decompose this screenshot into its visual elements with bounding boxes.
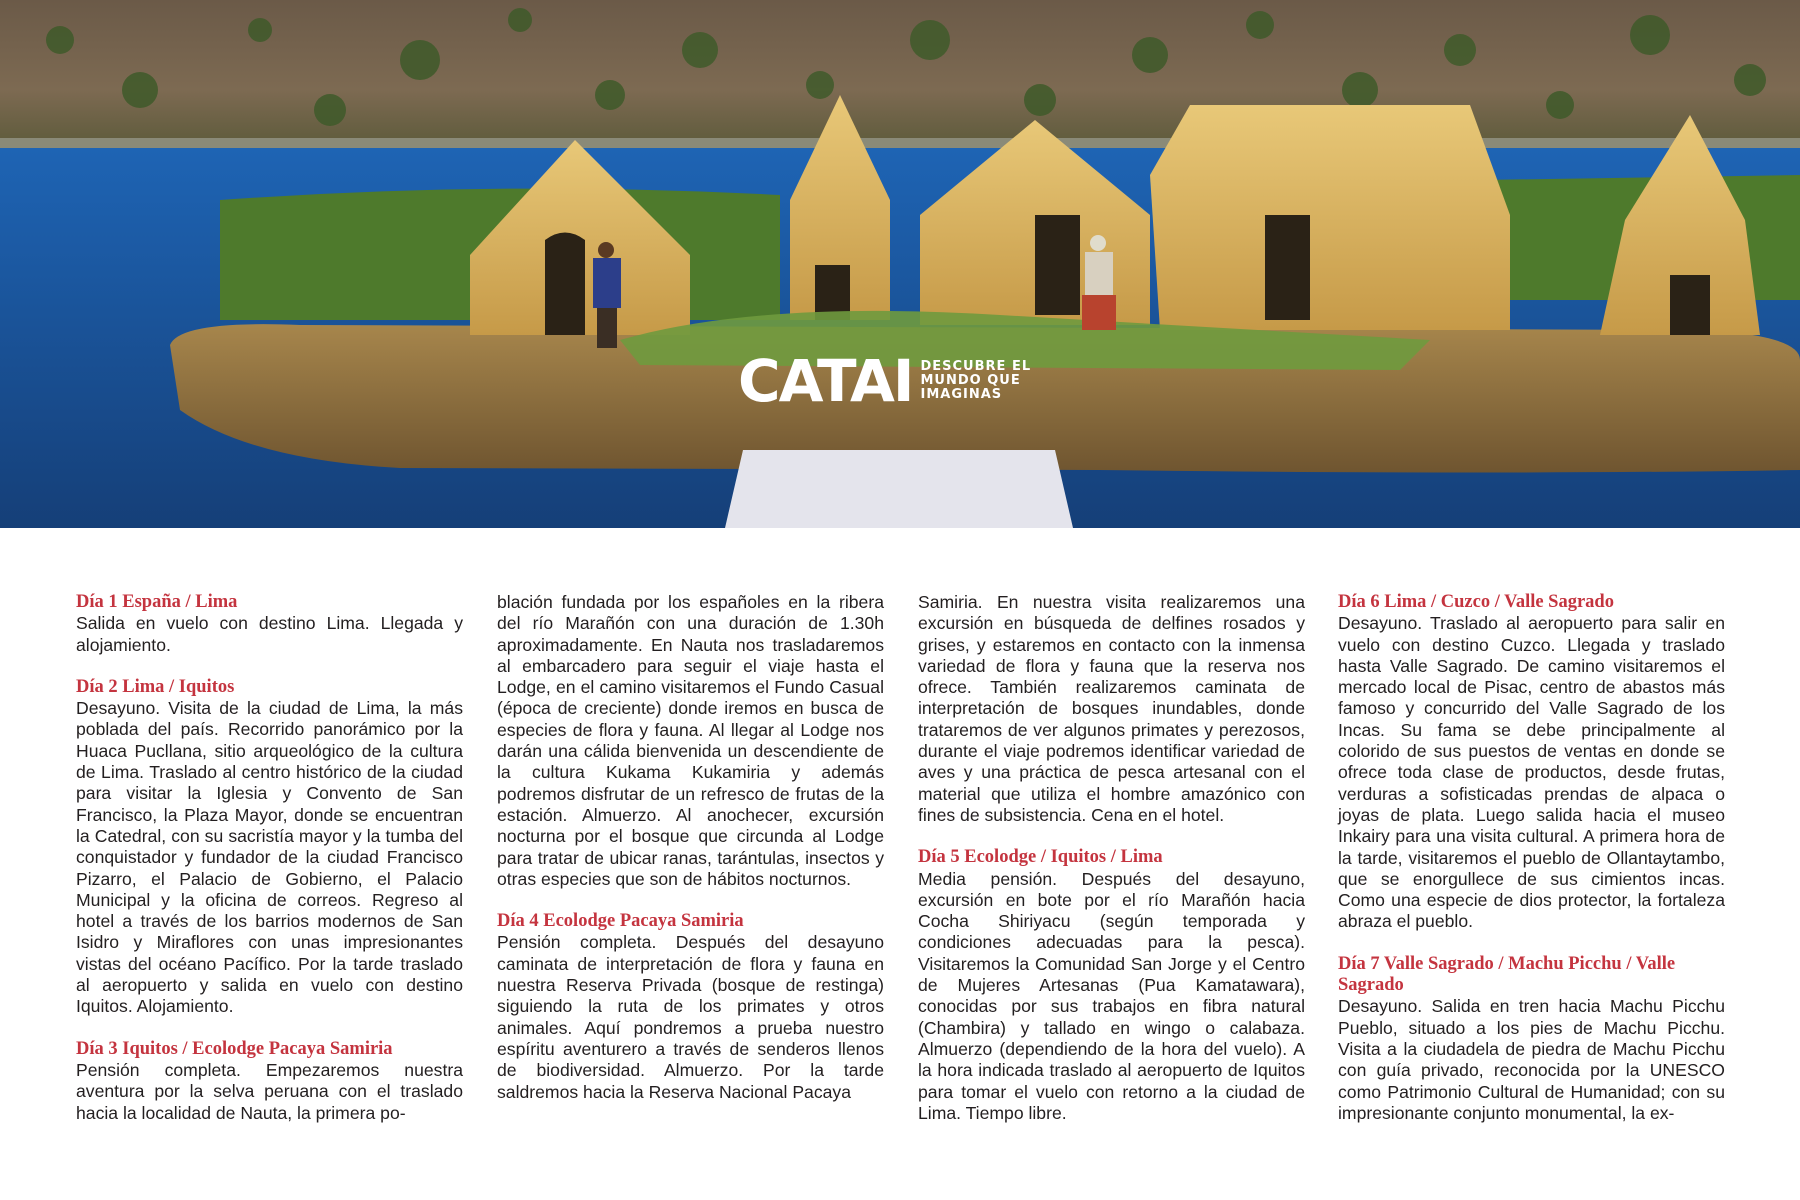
day-heading: Día 4 Ecolodge Pacaya Samiria — [497, 911, 744, 932]
day-description: Desayuno. Traslado al aeropuerto para salir en vuelo con destino Cuzco. Llegada y traslado hasta Valle Sagrado. De camino visitaremos el mercado local de Pisac, centro de abastos más famoso y concurrido del Valle Sagrado de los Incas. Su fama se debe principalmente al colorido de sus puestos de ventas en donde se ofrece toda clase de productos, desde frutas, verduras a sofisticadas prendas de alpaca o joyas de plata. Luego salida hacia el museo Inkairy para una visita cultural. A primera hora de la tarde, visitaremos el pueblo de Ollantaytambo, que se enorgullece de sus cimientos incas. Como una especie de dios protector, la fortaleza abraza el pueblo. — [1338, 613, 1725, 932]
day-heading: Día 6 Lima / Cuzco / Valle Sagrado — [1338, 592, 1614, 612]
tagline-line: IMAGINAS — [920, 387, 1003, 402]
itinerary-day — [1338, 954, 1725, 1124]
day-heading: Día 7 Valle Sagrado / Machu Picchu / Valle Sagrado — [1338, 953, 1676, 996]
shoreline — [0, 138, 1800, 148]
day-heading: Día 3 Iquitos / Ecolodge Pacaya Samiria — [76, 1038, 393, 1059]
itinerary-day-continued — [497, 592, 884, 890]
itinerary-day — [76, 677, 463, 1018]
mountain-slope — [0, 0, 1800, 150]
itinerary-day — [76, 592, 463, 656]
day-description: Pensión completa. Después del desayuno caminata de interpretación de flora y fauna en nuestra Reserva Privada (bosque de restinga) siguiendo la ruta de los primates y otros animales. Aquí pondremos a prueba nuestro espíritu aventurero a través de senderos llenos de biodiversidad. Almuerzo. Por la tarde saldremos hacia la Reserva Nacional Pacaya — [497, 932, 884, 1102]
itinerary-day — [1338, 592, 1725, 933]
itinerary-day-continued — [918, 592, 1305, 826]
day-description: Salida en vuelo con destino Lima. Llegada y alojamiento. — [76, 613, 463, 655]
page-tab-shape — [725, 450, 1073, 528]
day-description: Media pensión. Después del desayuno, excursión en bote por el río Marañón hacia Cocha Shiriyacu (según temporada y condiciones adecuadas para la pesca). Visitaremos la Comunidad San Jorge y el Centro de Mujeres Artesanas (Pua Kamatawara), conocidas por sus trabajos en fibra natural (Chambira) y tallado en wingo o calabaza. Almuerzo (dependiendo de la hora del vuelo). A la hora indicada traslado al aeropuerto de Iquitos para tomar el vuelo con retorno a la ciudad de Lima. Tiempo libre. — [918, 868, 1305, 1123]
text-column-2 — [497, 592, 884, 1124]
hero-photo — [0, 0, 1800, 528]
day-description: Samiria. En nuestra visita realizaremos una excursión en búsqueda de delfines rosados y grises, y estaremos en contacto con la inmensa variedad de flora y fauna que la reserva nos ofrece. También realizaremos caminata de interpretación de bosques inundables, donde trataremos de ver algunos primates y perezosos, durante el viaje podremos identificar variedad de aves y una práctica de pesca artesanal con el material que utiliza el hombre amazónico con fines de subsistencia. Cena en el hotel. — [918, 592, 1305, 825]
hero-illustration — [0, 0, 1800, 528]
itinerary-day — [918, 847, 1305, 1124]
brand-logo — [738, 347, 1032, 415]
text-column-4 — [1338, 592, 1725, 1145]
text-column-1 — [76, 592, 463, 1145]
day-heading: Día 5 Ecolodge / Iquitos / Lima — [918, 847, 1163, 868]
reed-hut-3 — [1150, 105, 1510, 330]
day-heading: Día 1 España / Lima — [76, 592, 238, 612]
brand-tagline — [920, 360, 1031, 402]
itinerary-day — [497, 911, 884, 1103]
tagline-line: DESCUBRE EL — [920, 359, 1032, 374]
day-description: blación fundada por los españoles en la ribera del río Marañón con una duración de 1.30h aproximadamente. En Nauta nos trasladaremos al embarcadero para seguir el viaje hasta el Lodge, en el camino visitaremos el Fundo Casual (época de creciente) donde iremos en busca de especies de flora y fauna. Al llegar al Lodge nos darán una cálida bienvenida un descendiente de la cultura Kukama Kukamiria y además podremos disfrutar de un refresco de frutas de la estación. Almuerzo. Al anochecer, excursión nocturna por el bosque que circunda al Lodge para tratar de ubicar ranas, tarántulas, insectos y otras especies que son de hábitos nocturnos. — [497, 592, 884, 889]
itinerary-day — [76, 1039, 463, 1124]
day-heading: Día 2 Lima / Iquitos — [76, 676, 235, 697]
day-description: Pensión completa. Empezaremos nuestra aventura por la selva peruana con el traslado hacia la localidad de Nauta, la primera po- — [76, 1059, 463, 1123]
day-description: Desayuno. Salida en tren hacia Machu Picchu Pueblo, situado a los pies de Machu Picchu. Visita a la ciudadela de piedra de Machu Picchu con guía privado, reconocida por la UNESCO como Patrimonio Cultural de Humanidad; con su impresionante conjunto monumental, la ex- — [1338, 996, 1725, 1123]
day-description: Desayuno. Visita de la ciudad de Lima, la más poblada del país. Recorrido panorámico por la Huaca Pucllana, sitio arqueológico de la cultura de Lima. Traslado al centro histórico de la ciudad para visitar la Iglesia y Convento de San Francisco, la Plaza Mayor, donde se encuentran la Catedral, con su sacristía mayor y la tumba del conquistador y fundador de la ciudad Francisco Pizarro, el Palacio de Gobierno, el Palacio Municipal y la oficina de correos. Regreso al hotel a través de los barrios modernos de San Isidro y Miraflores con unas impresionantes vistas del océano Pacífico. Por la tarde traslado al aeropuerto y salida en vuelo con destino Iquitos. Alojamiento. — [76, 698, 463, 1017]
tagline-line: MUNDO QUE — [920, 373, 1021, 388]
brand-wordmark: CATAI — [738, 347, 913, 415]
text-column-3 — [918, 592, 1305, 1145]
